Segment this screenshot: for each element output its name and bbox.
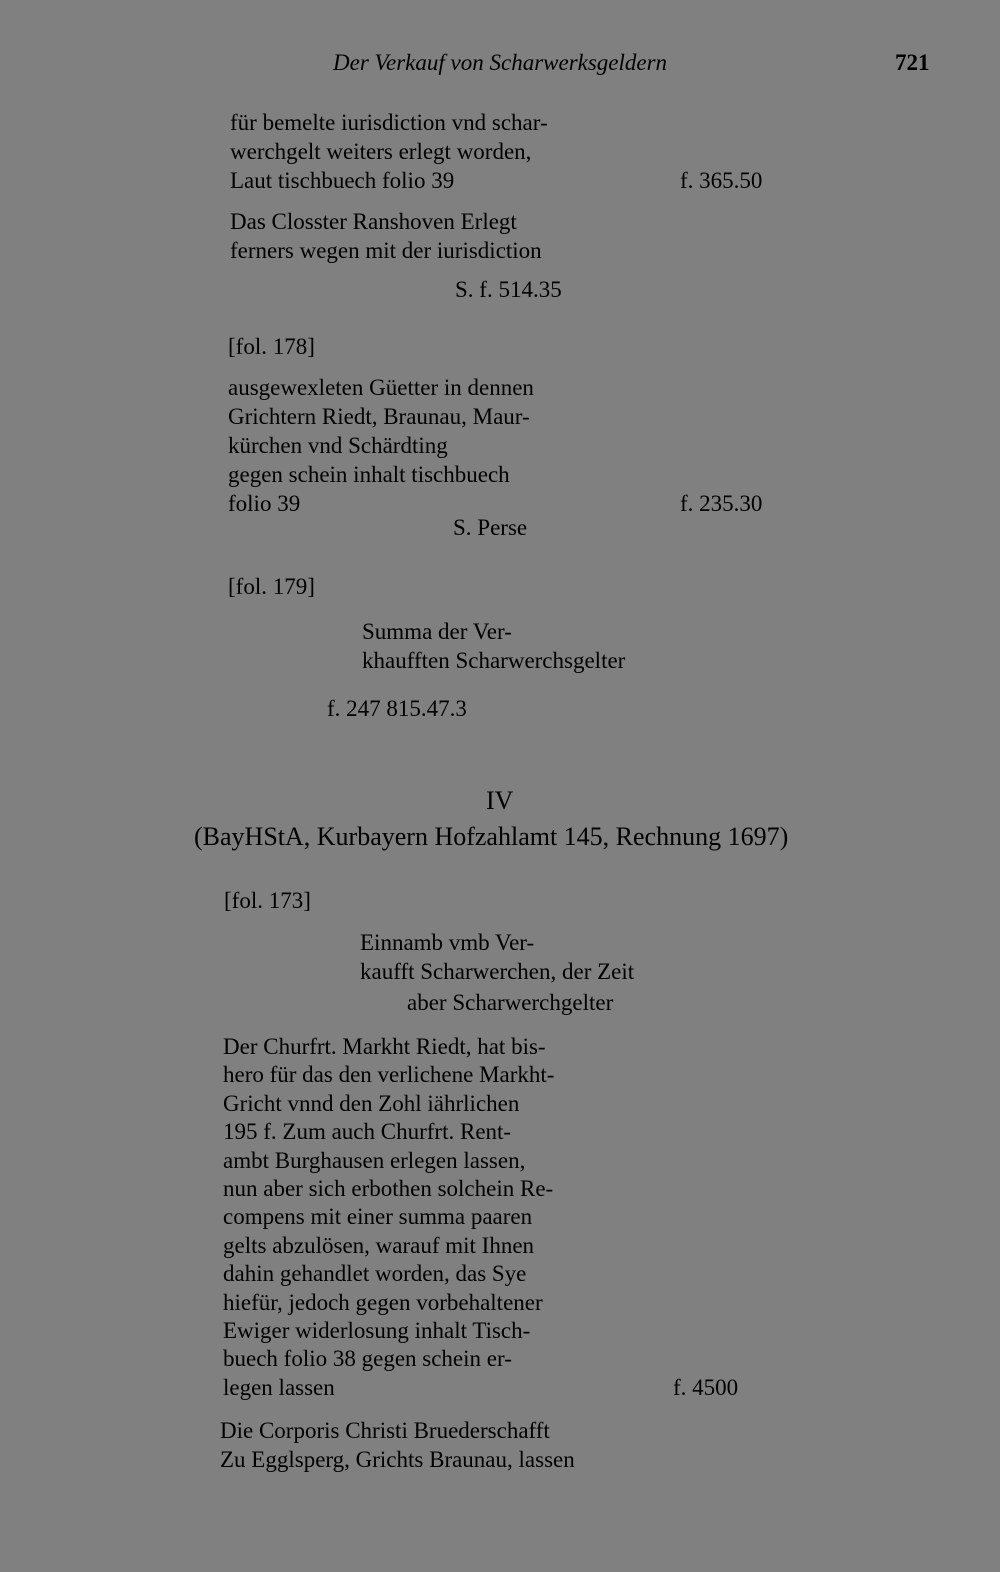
text-line: folio 39 <box>228 491 301 516</box>
heading-line-3: aber Scharwerchgelter <box>407 990 614 1015</box>
text-line: compens mit einer summa paaren <box>223 1204 533 1230</box>
section-source: (BayHStA, Kurbayern Hofzahlamt 145, Rechnung 1697) <box>194 822 789 851</box>
entry-2-subtotal: S. f. 514.35 <box>455 277 562 302</box>
entry-3-text <box>228 373 534 518</box>
text-line: für bemelte iurisdiction vnd schar- <box>230 110 548 135</box>
text-line: hero für das den verlichene Markht- <box>223 1062 555 1088</box>
entry-4-text <box>223 1032 554 1401</box>
text-line: werchgelt weiters erlegt worden, <box>230 139 532 164</box>
text-line: hiefür, jedoch gegen vorbehaltener <box>223 1289 543 1315</box>
entry-3-note: S. Perse <box>453 515 528 540</box>
summa-amount: f. 247 815.47.3 <box>327 696 467 721</box>
text-line: Der Churfrt. Markht Riedt, hat bis- <box>223 1034 546 1059</box>
entry-4-amount: f. 4500 <box>673 1375 739 1400</box>
section-numeral: IV <box>486 786 514 815</box>
text-line: ferners wegen mit der iurisdiction <box>230 238 542 263</box>
text-line: kürchen vnd Schärdting <box>228 433 448 458</box>
text-line: buech folio 38 gegen schein er- <box>223 1346 512 1372</box>
text-line: gelts abzulösen, warauf mit Ihnen <box>223 1232 535 1258</box>
text-line: legen lassen <box>223 1374 335 1400</box>
text-line: ambt Burghausen erlegen lassen, <box>223 1147 526 1173</box>
text-line: 195 f. Zum auch Churfrt. Rent- <box>223 1119 512 1145</box>
text-line: Die Corporis Christi Bruederschafft <box>220 1418 550 1443</box>
folio-marker-178: [fol. 178] <box>228 334 315 359</box>
text-line: ausgewexleten Güetter in dennen <box>228 375 534 400</box>
folio-marker-173: [fol. 173] <box>224 888 311 913</box>
text-line: khaufften Scharwerchsgelter <box>362 648 626 673</box>
page-number: 721 <box>895 50 930 75</box>
folio-marker-179: [fol. 179] <box>228 574 315 599</box>
heading-line-1: Einnamb vmb Ver- <box>360 930 535 955</box>
text-line: Das Closster Ranshoven Erlegt <box>230 209 517 234</box>
text-line: Zu Egglsperg, Grichts Braunau, lassen <box>220 1447 575 1472</box>
text-line: Gricht vnnd den Zohl iährlichen <box>223 1090 520 1116</box>
entry-1-amount: f. 365.50 <box>680 168 763 193</box>
summa-text <box>362 617 625 675</box>
text-line: Grichtern Riedt, Braunau, Maur- <box>228 404 530 429</box>
text-line: dahin gehandlet worden, das Sye <box>223 1261 527 1287</box>
text-line: gegen schein inhalt tischbuech <box>228 462 510 487</box>
text-line: Ewiger widerlosung inhalt Tisch- <box>223 1317 531 1343</box>
heading-line-2: kaufft Scharwerchen, der Zeit <box>360 959 635 984</box>
entry-2-text <box>230 207 542 265</box>
text-line: Laut tischbuech folio 39 <box>230 168 455 193</box>
entry-3-amount: f. 235.30 <box>680 491 763 516</box>
entry-1-text <box>230 108 548 195</box>
text-line: Summa der Ver- <box>362 619 512 644</box>
running-title: Der Verkauf von Scharwerksgeldern <box>333 50 668 75</box>
entry-5-text <box>220 1416 575 1474</box>
text-line: nun aber sich erbothen solchein Re- <box>223 1175 554 1201</box>
